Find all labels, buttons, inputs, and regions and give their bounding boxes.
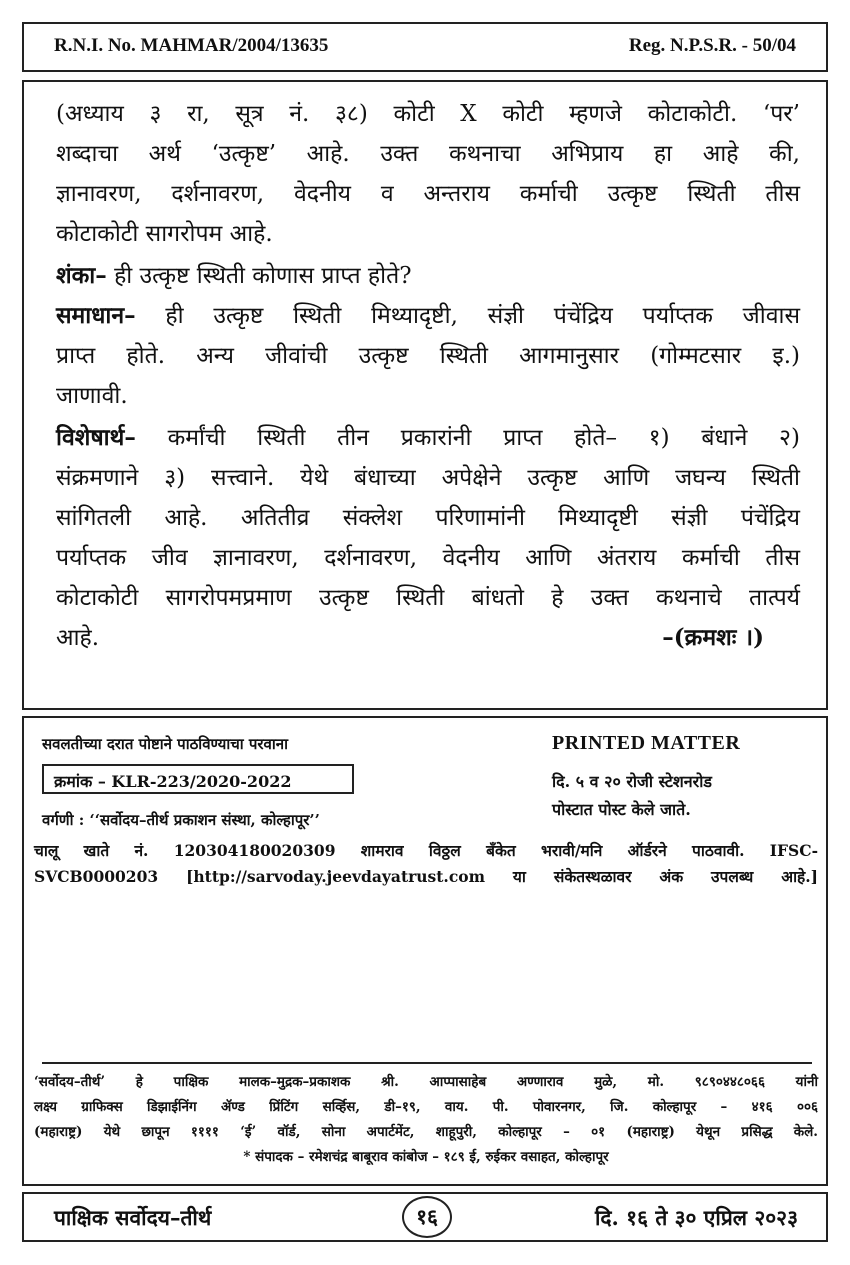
article-line: पर्याप्तक जीव ज्ञानावरण, दर्शनावरण, वेदनीय आणि अंतराय कर्माची तीस	[56, 545, 800, 571]
masthead-box	[22, 22, 828, 72]
imprint-line: लक्ष्य ग्राफिक्स डिझाईनिंग ॲण्ड प्रिंटिंग सर्व्हिस, डी–१९, वाय. पी. पोवारनगर, जि. कोल्हापूर – ४१६ ००६	[34, 1099, 818, 1115]
page-number: १६	[402, 1196, 452, 1238]
article-line: ज्ञानावरण, दर्शनावरण, वेदनीय व अन्तराय कर्माची उत्कृष्ट स्थिती तीस	[56, 181, 800, 207]
account-details-continued: SVCB0000203 [http://sarvoday.jeevdayatrust.com या संकेतस्थळावर अंक उपलब्ध आहे.]	[34, 867, 818, 886]
printed-matter: PRINTED MATTER	[552, 732, 741, 754]
account-details: चालू खाते नं. 120304180020309 शामराव विठ्ठल बँकेत भरावी/मनि ऑर्डरने पाठवावी. IFSC-	[34, 841, 818, 860]
question-paragraph	[56, 256, 800, 296]
footer-box	[22, 1192, 828, 1242]
imprint-divider	[42, 1062, 812, 1064]
explanation-label: विशेषार्थ–	[56, 424, 136, 451]
article-box	[22, 80, 828, 710]
posting-schedule: दि. ५ व २० रोजी स्टेशनरोड	[552, 772, 712, 791]
answer-text: ही उत्कृष्ट स्थिती मिथ्यादृष्टी, संज्ञी पंचेंद्रिय पर्याप्तक जीवास	[135, 303, 800, 329]
explanation-paragraph	[56, 418, 800, 458]
rni-number: R.N.I. No. MAHMAR/2004/13635	[54, 35, 329, 56]
article-line: सांगितली आहे. अतितीव्र संक्लेश परिणामांनी मिथ्यादृष्टी संज्ञी पंचेंद्रिय	[56, 505, 800, 531]
publication-title: पाक्षिक सर्वोदय–तीर्थ	[54, 1205, 212, 1230]
article-line: (अध्याय ३ रा, सूत्र नं. ३८) कोटी X कोटी म्हणजे कोटाकोटी. ‘पर’	[56, 101, 800, 127]
registration-number: Reg. N.P.S.R. - 50/04	[628, 35, 796, 56]
article-line: प्राप्त होते. अन्य जीवांची उत्कृष्ट स्थिती आगमानुसार (गोम्मटसार इ.)	[56, 343, 800, 369]
postal-license: सवलतीच्या दरात पोष्टाने पाठविण्याचा परवाना	[42, 735, 288, 753]
imprint-line: ‘सर्वोदय–तीर्थ’ हे पाक्षिक मालक–मुद्रक–प्रकाशक श्री. आप्पासाहेब अण्णाराव मुळे, मो. ९८९०४४८०६६ यांनी	[34, 1074, 818, 1090]
subscription-payee: वर्गणी : ‘‘सर्वोदय–तीर्थ प्रकाशन संस्था, कोल्हापूर’’	[42, 811, 320, 829]
posting-office: पोस्टात पोस्ट केले जाते.	[552, 800, 691, 819]
question-label: शंका–	[56, 262, 107, 289]
license-number: क्रमांक – KLR-223/2020-2022	[42, 764, 354, 794]
to-be-continued: –(क्रमशः ।)	[662, 624, 764, 651]
last-word: आहे.	[56, 625, 100, 651]
article-line: कोटाकोटी सागरोपमप्रमाण उत्कृष्ट स्थिती बांधतो हे उक्त कथनाचे तात्पर्य	[56, 585, 800, 611]
question-text: ही उत्कृष्ट स्थिती कोणास प्राप्त होते?	[106, 263, 412, 289]
imprint-line: (महाराष्ट्र) येथे छापून ११११ ‘ई’ वॉर्ड, सोना अपार्टमेंट, शाहूपुरी, कोल्हापूर – ०१ (महाराष्ट्र) येथून प्रसिद्ध केले.	[34, 1124, 818, 1140]
explanation-text: कर्मांची स्थिती तीन प्रकारांनी प्राप्त होते– १) बंधाने २)	[135, 425, 800, 451]
postal-info-box	[22, 716, 828, 1186]
article-line: शब्दाचा अर्थ ‘उत्कृष्ट’ आहे. उक्त कथनाचा अभिप्राय हा आहे की,	[56, 141, 800, 167]
issue-date: दि. १६ ते ३० एप्रिल २०२३	[594, 1205, 798, 1230]
article-line: कोटाकोटी सागरोपम आहे.	[56, 221, 273, 247]
article-line	[56, 618, 800, 658]
editor-line: * संपादक – रमेशचंद्र बाबूराव कांबोज – १८९ ई, रुईकर वसाहत, कोल्हापूर	[243, 1149, 609, 1165]
article-line: संक्रमणाने ३) सत्त्वाने. येथे बंधाच्या अपेक्षेने उत्कृष्ट आणि जघन्य स्थिती	[56, 465, 800, 491]
article-line: जाणावी.	[56, 383, 128, 409]
answer-paragraph	[56, 296, 800, 336]
answer-label: समाधान–	[56, 302, 136, 329]
